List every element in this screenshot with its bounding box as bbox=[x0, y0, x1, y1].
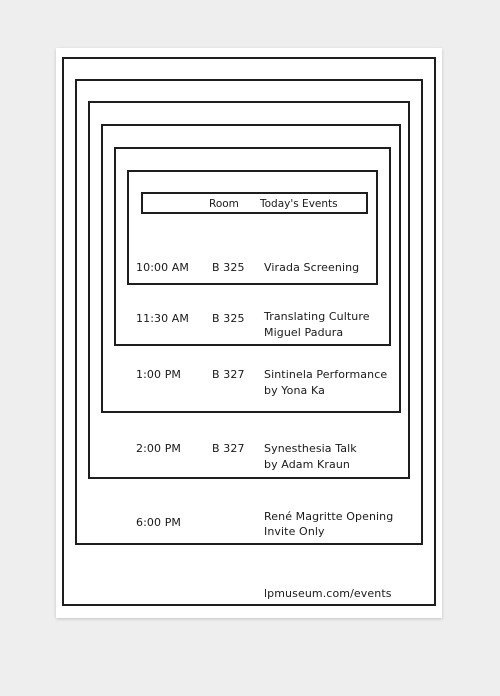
event-subtitle: Invite Only bbox=[264, 525, 325, 538]
event-room: B 325 bbox=[212, 261, 245, 274]
room-column-header: Room bbox=[209, 198, 239, 210]
event-title: Virada Screening bbox=[264, 261, 360, 274]
event-time: 11:30 AM bbox=[136, 312, 190, 325]
event-subtitle: by Adam Kraun bbox=[264, 458, 350, 471]
events-column-header: Today's Events bbox=[260, 198, 338, 210]
event-time: 6:00 PM bbox=[136, 516, 182, 529]
event-subtitle: Miguel Padura bbox=[264, 326, 344, 339]
event-subtitle: by Yona Ka bbox=[264, 384, 325, 397]
event-room: B 325 bbox=[212, 312, 245, 325]
events-url: lpmuseum.com/events bbox=[264, 587, 392, 600]
event-title: Synesthesia Talk bbox=[264, 442, 357, 455]
event-time: 10:00 AM bbox=[136, 261, 190, 274]
event-time: 2:00 PM bbox=[136, 442, 182, 455]
event-title: Sintinela Performance bbox=[264, 368, 388, 381]
event-title: René Magritte Opening bbox=[264, 510, 394, 523]
event-title: Translating Culture bbox=[264, 310, 370, 323]
event-time: 1:00 PM bbox=[136, 368, 182, 381]
event-room: B 327 bbox=[212, 368, 245, 381]
event-room: B 327 bbox=[212, 442, 245, 455]
